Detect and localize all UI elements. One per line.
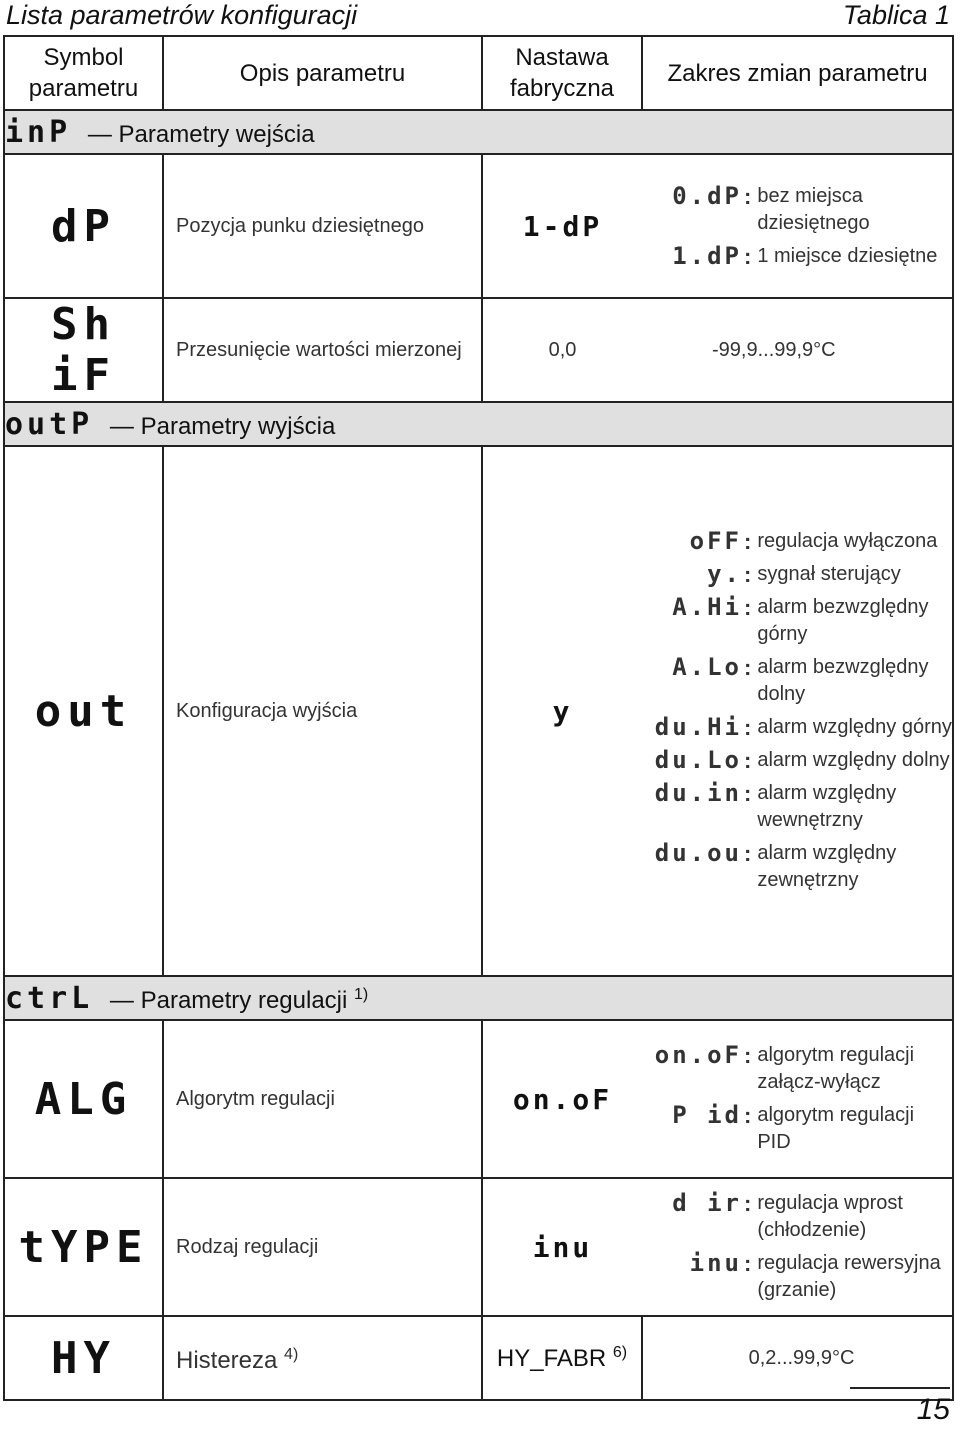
factory-value: 0,0 xyxy=(548,338,577,361)
col-description: Opis parametru xyxy=(163,36,482,110)
option xyxy=(650,243,952,270)
option-code: du.Hi xyxy=(654,713,742,741)
page-number: 15 xyxy=(916,1393,950,1426)
option xyxy=(650,840,952,894)
section-input xyxy=(4,110,953,154)
option-code: oFF xyxy=(689,527,742,555)
option-colon: : xyxy=(744,841,752,866)
option xyxy=(650,1042,952,1096)
param-symbol: tYPE xyxy=(18,1221,149,1273)
option xyxy=(650,714,952,741)
option-text: algorytm regulacji PID xyxy=(757,1104,915,1153)
section-control xyxy=(4,976,953,1020)
footnote-ref: 6) xyxy=(612,1343,628,1361)
table-label: Tablica 1 xyxy=(842,0,950,30)
section-output xyxy=(4,402,953,446)
param-description: Rodzaj regulacji xyxy=(176,1236,319,1258)
option-text: alarm względny zewnętrzny xyxy=(757,842,897,891)
option-colon: : xyxy=(744,562,752,587)
option-text: sygnał sterujący xyxy=(757,563,901,585)
factory-value: 1-dP xyxy=(522,209,603,243)
option xyxy=(650,561,952,588)
option-code: inu xyxy=(689,1249,742,1277)
range-value: 0,2...99,9°C xyxy=(748,1346,855,1369)
option xyxy=(650,528,952,555)
table-row xyxy=(4,1020,953,1178)
option xyxy=(650,780,952,834)
section-label: Parametry wyjścia xyxy=(140,412,336,440)
col-symbol: Symbol parametru xyxy=(4,36,163,110)
section-label: Parametry regulacji xyxy=(140,986,348,1014)
option-code: d ir xyxy=(672,1189,742,1217)
option-colon: : xyxy=(744,1251,752,1276)
option-code: A.Lo xyxy=(672,653,742,681)
option-code: du.Lo xyxy=(654,746,742,774)
table-row xyxy=(4,446,953,976)
option-code: y. xyxy=(707,560,742,588)
option xyxy=(650,183,952,237)
option-colon: : xyxy=(744,655,752,680)
option xyxy=(650,594,952,648)
option xyxy=(650,747,952,774)
option-text: 1 miejsce dziesiętne xyxy=(757,244,938,267)
range-value: -99,9...99,9°C xyxy=(712,338,836,361)
option-text: regulacja wyłączona xyxy=(757,530,938,552)
option-colon: : xyxy=(744,781,752,806)
page-rule xyxy=(850,1387,950,1389)
option-text: alarm względny górny xyxy=(757,716,952,738)
option-text: algorytm regulacji załącz-wyłącz xyxy=(757,1044,915,1093)
option-text: regulacja wprost (chłodzenie) xyxy=(757,1192,903,1241)
param-symbol: ALG xyxy=(34,1073,133,1125)
section-code: outP xyxy=(5,406,94,442)
option-colon: : xyxy=(744,715,752,740)
page-title: Lista parametrów konfiguracji xyxy=(6,0,358,30)
param-description: Przesunięcie wartości mierzonej xyxy=(176,339,462,361)
param-symbol: HY xyxy=(51,1332,116,1384)
option-colon: : xyxy=(744,1191,752,1216)
param-description: Algorytm regulacji xyxy=(176,1088,335,1110)
option-colon: : xyxy=(744,748,752,773)
option-colon: : xyxy=(744,1043,752,1068)
param-description: Konfiguracja wyjścia xyxy=(176,700,358,722)
option-colon: : xyxy=(744,183,752,209)
col-factory: Nastawa fabryczna xyxy=(482,36,642,110)
table-row xyxy=(4,1316,953,1400)
option-code: P id xyxy=(672,1101,742,1129)
option-text: alarm względny wewnętrzny xyxy=(757,782,897,831)
table-row xyxy=(4,298,953,402)
section-code: ctrL xyxy=(5,980,94,1016)
factory-value: y xyxy=(552,694,573,728)
section-dash: — xyxy=(109,412,134,440)
param-description: Histereza xyxy=(176,1347,278,1374)
option xyxy=(650,1190,952,1244)
option-colon: : xyxy=(744,595,752,620)
option-text: bez miejsca dziesiętnego xyxy=(757,184,870,234)
param-symbol: dP xyxy=(51,200,116,252)
factory-value: on.oF xyxy=(512,1082,613,1116)
option xyxy=(650,1250,952,1304)
option-code: A.Hi xyxy=(672,593,742,621)
option-colon: : xyxy=(744,243,752,269)
param-symbol: Sh iF xyxy=(51,299,116,401)
option-code: 0.dP xyxy=(672,181,742,210)
option-text: alarm bezwzględny górny xyxy=(757,596,929,645)
option-text: alarm bezwzględny dolny xyxy=(757,656,929,705)
param-description: Pozycja punku dziesiętnego xyxy=(176,215,424,237)
factory-value: HY_FABR xyxy=(496,1344,607,1372)
section-dash: — xyxy=(109,986,134,1014)
option-text: alarm względny dolny xyxy=(757,749,950,771)
option-code: on.oF xyxy=(654,1041,742,1069)
footnote-ref: 4) xyxy=(284,1346,299,1363)
option-colon: : xyxy=(744,1103,752,1128)
option-code: du.in xyxy=(654,779,742,807)
table-row xyxy=(4,154,953,298)
option-text: regulacja rewersyjna (grzanie) xyxy=(757,1252,941,1301)
option-code: du.ou xyxy=(654,839,742,867)
option-code: 1.dP xyxy=(672,241,742,270)
footnote-ref: 1) xyxy=(354,985,369,1003)
option xyxy=(650,1102,952,1156)
option-colon: : xyxy=(744,529,752,554)
factory-value: inu xyxy=(532,1230,593,1264)
section-code: inP xyxy=(5,114,72,150)
section-dash: — xyxy=(87,120,112,148)
option xyxy=(650,654,952,708)
table-row xyxy=(4,1178,953,1316)
col-range: Zakres zmian parametru xyxy=(642,36,953,110)
column-header-row xyxy=(4,36,953,110)
config-table xyxy=(3,35,954,1401)
section-label: Parametry wejścia xyxy=(118,120,315,148)
param-symbol: out xyxy=(34,685,133,737)
